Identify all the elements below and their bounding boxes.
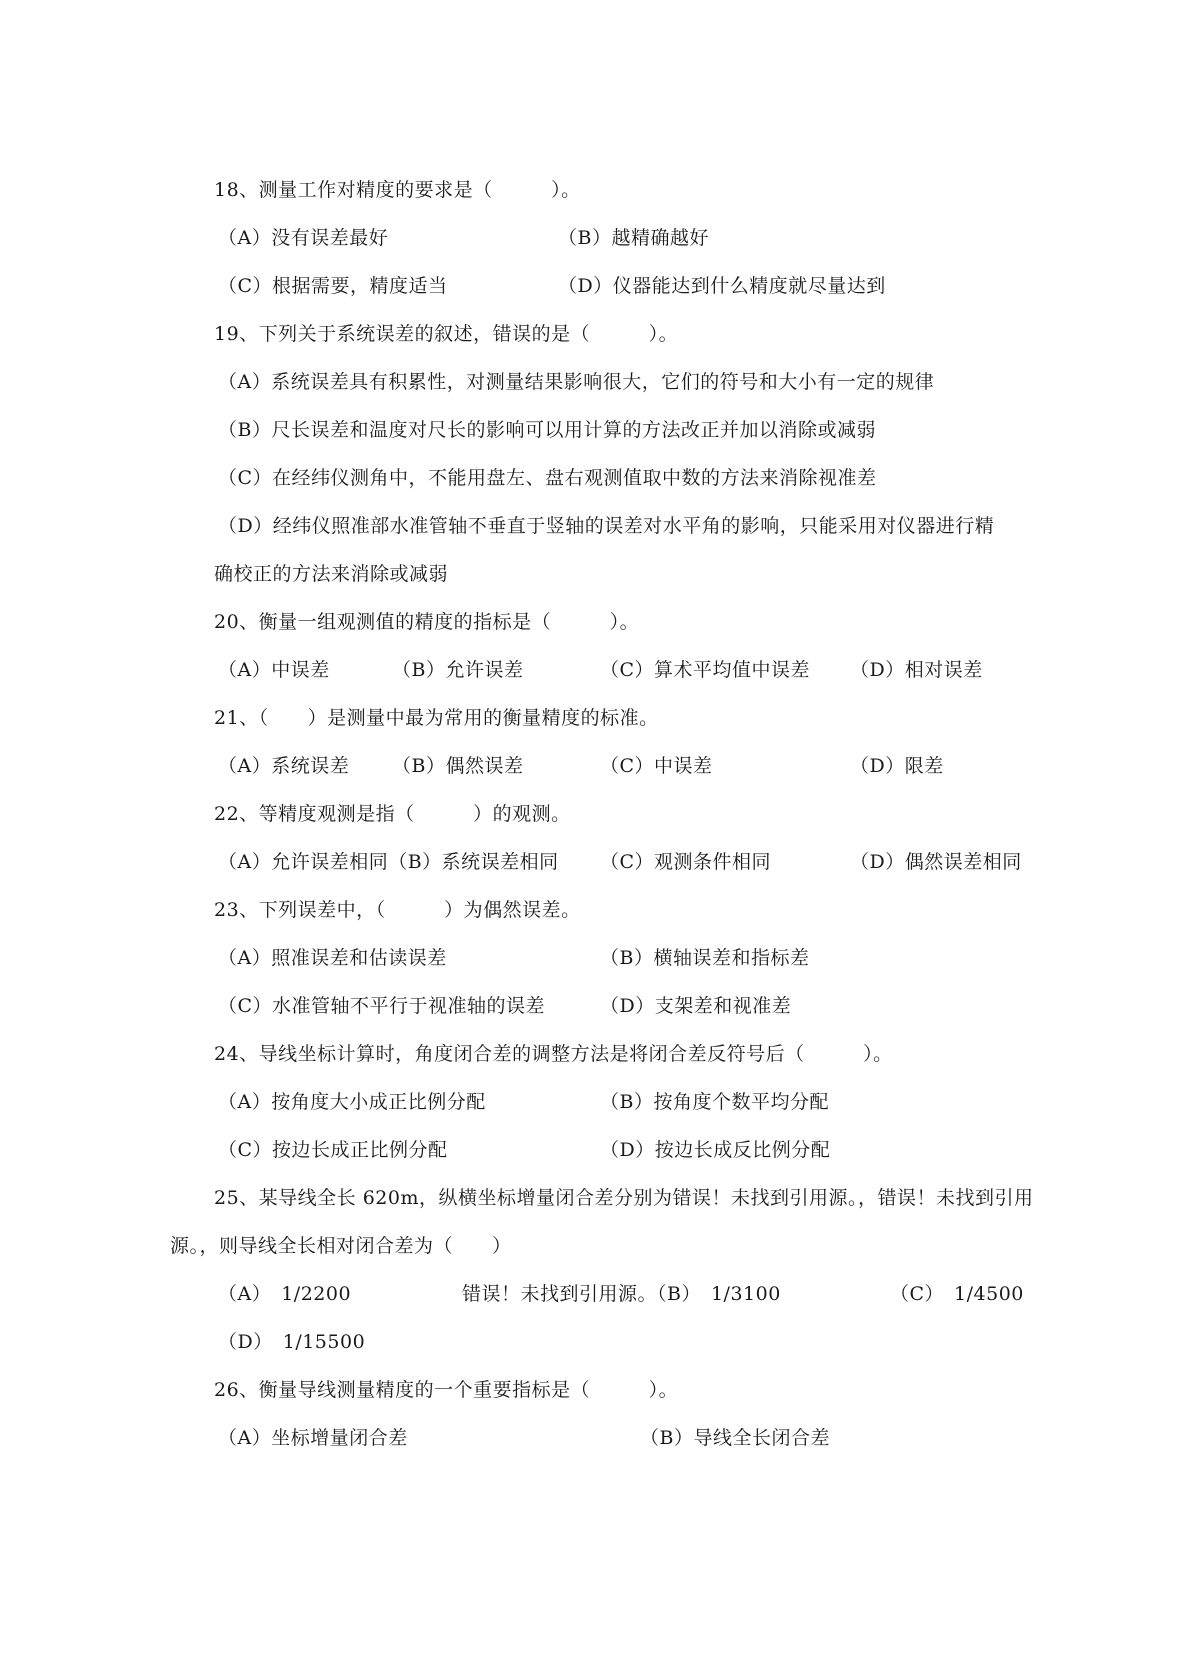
question-19-option-d-line2: 确校正的方法来消除或减弱 [214, 563, 449, 585]
question-20-option-a: （A）中误差 [218, 659, 330, 681]
question-21-option-c: （C）中误差 [600, 755, 713, 777]
question-21-option-b: （B）偶然误差 [392, 755, 524, 777]
question-21-option-d: （D）限差 [850, 755, 944, 777]
question-25-option-d: （D） 1/15500 [218, 1331, 366, 1353]
question-19-stem: 19、下列关于系统误差的叙述，错误的是（ ）。 [214, 323, 679, 345]
question-19-option-c: （C）在经纬仪测角中，不能用盘左、盘右观测值取中数的方法来消除视准差 [218, 467, 877, 489]
question-22-option-c: （C）观测条件相同 [600, 851, 772, 873]
question-25-stem-line2: 源。，则导线全长相对闭合差为（ ） [170, 1235, 512, 1257]
question-20-option-d: （D）相对误差 [850, 659, 983, 681]
question-19-option-d-line1: （D）经纬仪照准部水准管轴不垂直于竖轴的误差对水平角的影响，只能采用对仪器进行精 [218, 515, 995, 537]
question-20-option-c: （C）算术平均值中误差 [600, 659, 811, 681]
question-23-option-b: （B）横轴误差和指标差 [600, 947, 810, 969]
question-25-option-a: （A） 1/2200 [218, 1283, 352, 1305]
question-24-option-c: （C）按边长成正比例分配 [218, 1139, 448, 1161]
question-19-option-a: （A）系统误差具有积累性，对测量结果影响很大，它们的符号和大小有一定的规律 [218, 371, 935, 393]
question-26-option-b: （B）导线全长闭合差 [640, 1427, 830, 1449]
question-20-stem: 20、衡量一组观测值的精度的指标是（ ）。 [214, 611, 640, 633]
question-23-option-d: （D）支架差和视准差 [600, 995, 792, 1017]
question-26-option-a: （A）坐标增量闭合差 [218, 1427, 408, 1449]
question-18-option-c: （C）根据需要，精度适当 [218, 275, 448, 297]
question-24-option-a: （A）按角度大小成正比例分配 [218, 1091, 486, 1113]
question-25-stem-line1: 25、某导线全长 620m，纵横坐标增量闭合差分别为错误！未找到引用源。，错误！未找到引用 [214, 1187, 1034, 1209]
question-22-option-d: （D）偶然误差相同 [850, 851, 1022, 873]
question-22-option-ab: （A）允许误差相同（B）系统误差相同 [218, 851, 559, 873]
question-20-option-b: （B）允许误差 [392, 659, 524, 681]
question-18-stem: 18、测量工作对精度的要求是（ ）。 [214, 179, 581, 201]
question-23-option-a: （A）照准误差和估读误差 [218, 947, 447, 969]
question-18-option-b: （B）越精确越好 [558, 227, 709, 249]
question-24-stem: 24、导线坐标计算时，角度闭合差的调整方法是将闭合差反符号后（ ）。 [214, 1043, 893, 1065]
question-24-option-b: （B）按角度个数平均分配 [600, 1091, 829, 1113]
question-23-option-c: （C）水准管轴不平行于视准轴的误差 [218, 995, 546, 1017]
question-23-stem: 23、下列误差中，（ ）为偶然误差。 [214, 899, 581, 921]
question-21-option-a: （A）系统误差 [218, 755, 350, 777]
question-22-stem: 22、等精度观测是指（ ）的观测。 [214, 803, 571, 825]
question-19-option-b: （B）尺长误差和温度对尺长的影响可以用计算的方法改正并加以消除或减弱 [218, 419, 876, 441]
question-26-stem: 26、衡量导线测量精度的一个重要指标是（ ）。 [214, 1379, 679, 1401]
question-25-option-b: 错误！未找到引用源。（B） 1/3100 [462, 1283, 781, 1305]
question-18-option-a: （A）没有误差最好 [218, 227, 389, 249]
question-18-option-d: （D）仪器能达到什么精度就尽量达到 [558, 275, 886, 297]
question-25-option-c: （C） 1/4500 [890, 1283, 1024, 1305]
question-24-option-d: （D）按边长成反比例分配 [600, 1139, 831, 1161]
question-21-stem: 21、（ ）是测量中最为常用的衡量精度的标准。 [214, 707, 659, 729]
